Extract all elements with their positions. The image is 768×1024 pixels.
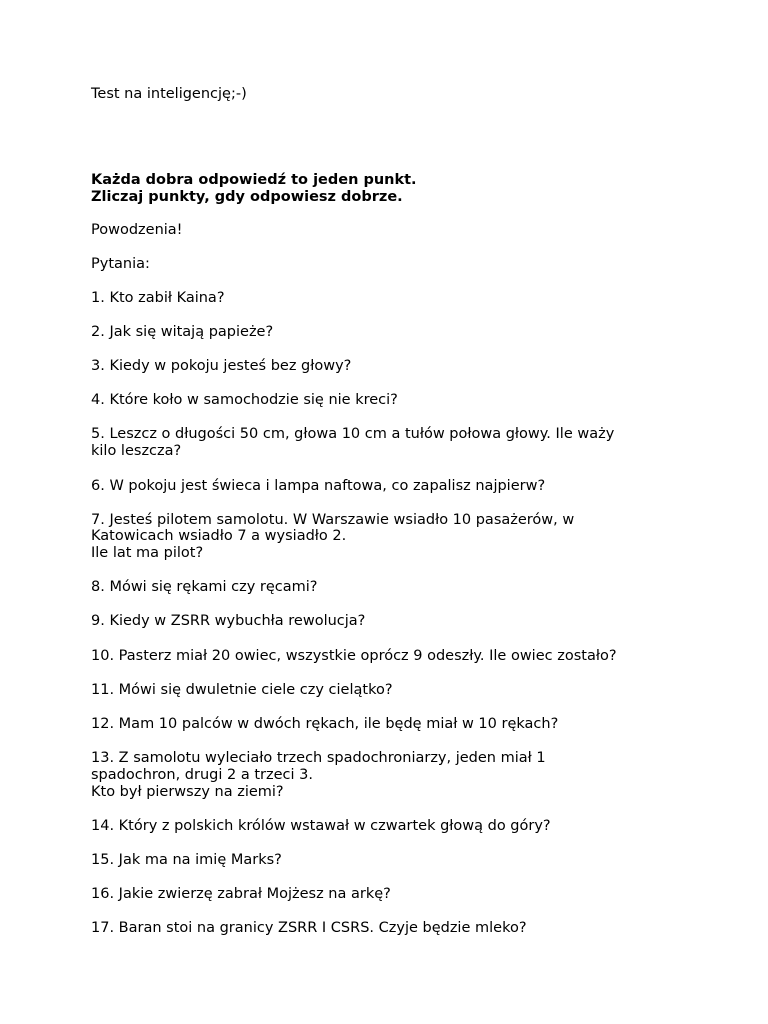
- intro-line-2: Zliczaj punkty, gdy odpowiesz dobrze.: [91, 189, 403, 205]
- good-luck-text: Powodzenia!: [91, 222, 183, 238]
- question-2: 2. Jak się witają papieże?: [91, 324, 274, 340]
- question-3: 3. Kiedy w pokoju jesteś bez głowy?: [91, 358, 352, 374]
- question-14: 14. Który z polskich królów wstawał w czwartek głową do góry?: [91, 818, 551, 834]
- question-11: 11. Mówi się dwuletnie ciele czy cielątko?: [91, 682, 393, 698]
- question-8: 8. Mówi się rękami czy ręcami?: [91, 579, 318, 595]
- intro-line-1: Każda dobra odpowiedź to jeden punkt.: [91, 172, 417, 188]
- document-title: Test na inteligencję;-): [91, 86, 247, 102]
- question-7-line-1: 7. Jesteś pilotem samolotu. W Warszawie wsiadło 10 pasażerów, w: [91, 512, 575, 528]
- question-17: 17. Baran stoi na granicy ZSRR I CSRS. Czyje będzie mleko?: [91, 920, 527, 936]
- questions-header: Pytania:: [91, 256, 150, 272]
- question-4: 4. Które koło w samochodzie się nie kreci?: [91, 392, 398, 408]
- question-16: 16. Jakie zwierzę zabrał Mojżesz na arkę?: [91, 886, 391, 902]
- question-13-line-2: spadochron, drugi 2 a trzeci 3.: [91, 767, 313, 783]
- question-9: 9. Kiedy w ZSRR wybuchła rewolucja?: [91, 613, 366, 629]
- question-13-line-1: 13. Z samolotu wyleciało trzech spadochroniarzy, jeden miał 1: [91, 750, 546, 766]
- question-15: 15. Jak ma na imię Marks?: [91, 852, 282, 868]
- question-12: 12. Mam 10 palców w dwóch rękach, ile będę miał w 10 rękach?: [91, 716, 559, 732]
- question-5-line-1: 5. Leszcz o długości 50 cm, głowa 10 cm a tułów połowa głowy. Ile waży: [91, 426, 615, 442]
- question-13-line-3: Kto był pierwszy na ziemi?: [91, 784, 284, 800]
- question-7-line-2: Katowicach wsiadło 7 a wysiadło 2.: [91, 528, 347, 544]
- question-6: 6. W pokoju jest świeca i lampa naftowa, co zapalisz najpierw?: [91, 478, 546, 494]
- question-7-line-3: Ile lat ma pilot?: [91, 545, 204, 561]
- question-1: 1. Kto zabił Kaina?: [91, 290, 225, 306]
- question-10: 10. Pasterz miał 20 owiec, wszystkie oprócz 9 odeszły. Ile owiec zostało?: [91, 648, 617, 664]
- question-5-line-2: kilo leszcza?: [91, 443, 182, 459]
